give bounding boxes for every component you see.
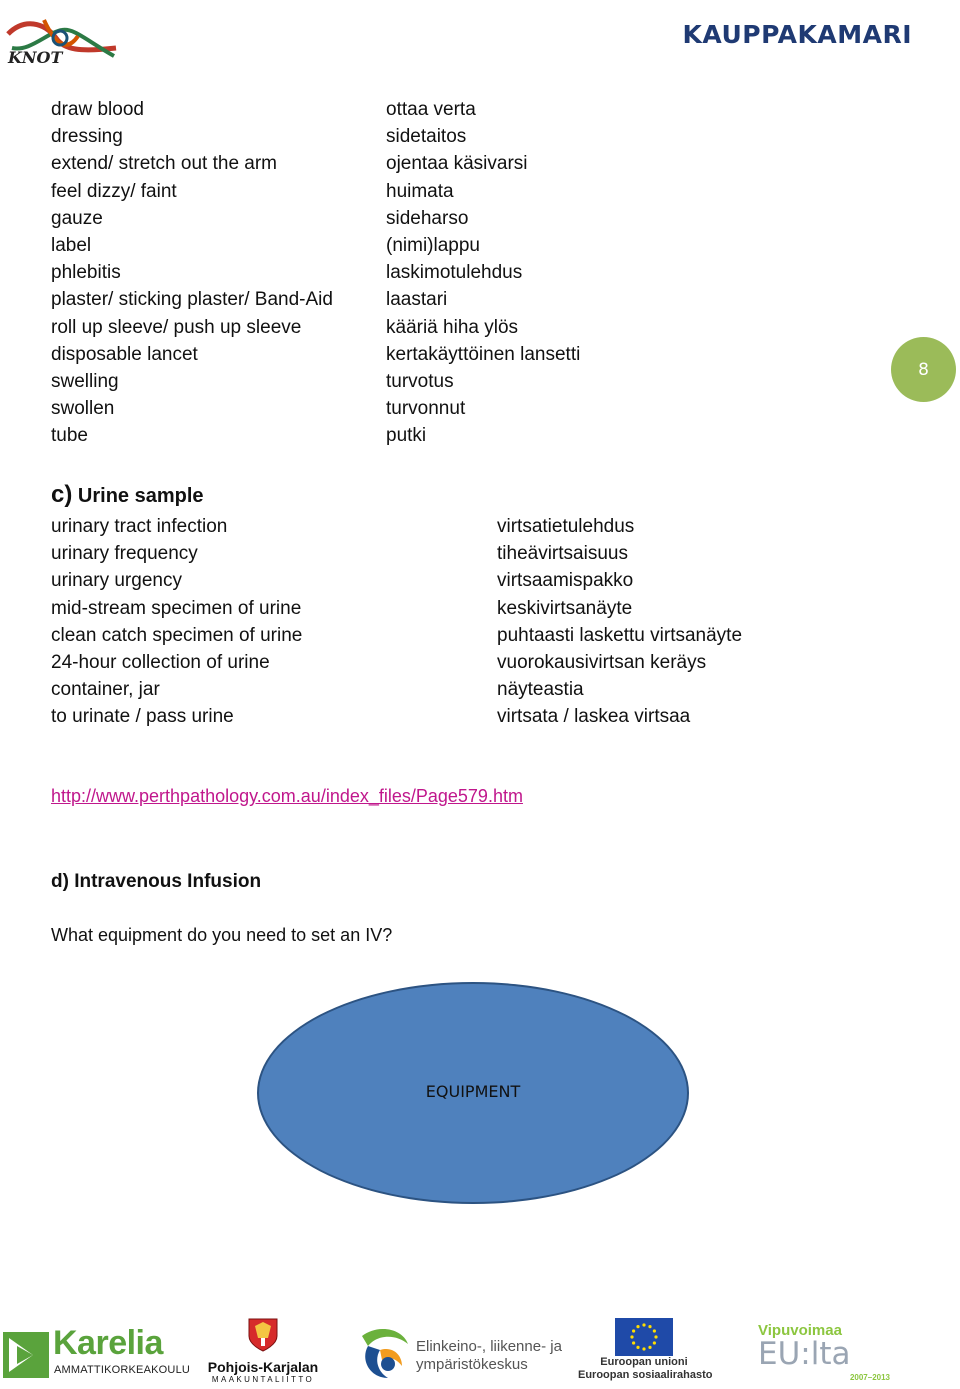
vocab-english-term: roll up sleeve/ push up sleeve [51, 316, 302, 338]
eu-star-icon [632, 1341, 635, 1344]
ely-logo [358, 1324, 573, 1380]
ely-text [416, 1338, 562, 1374]
urine-finnish-term: virtsatietulehdus [497, 516, 635, 537]
urine-english-term: to urinate / pass urine [51, 706, 234, 728]
coat-of-arms-icon [248, 1318, 278, 1352]
urine-english-term: 24-hour collection of urine [51, 652, 270, 674]
iv-question: What equipment do you need to set an IV? [51, 925, 393, 945]
ely-line1: Elinkeino-, liikenne- ja [416, 1338, 562, 1355]
vocab-english-term: tube [51, 425, 88, 447]
ely-swirl-icon [358, 1324, 410, 1380]
vipu-years: 2007–2013 [849, 1373, 890, 1382]
eu-star-icon [648, 1325, 651, 1328]
vocab-finnish-term: turvonnut [386, 398, 466, 420]
eu-star-icon [642, 1323, 645, 1326]
eu-star-icon [632, 1329, 635, 1332]
urine-finnish-term: keskivirtsanäyte [497, 597, 633, 619]
karelia-name: Karelia [53, 1324, 163, 1362]
pk-name: Pohjois-Karjalan [207, 1359, 319, 1375]
vocab-finnish-term: laastari [386, 289, 448, 311]
eu-star-icon [653, 1341, 656, 1344]
vocab-english-term: dressing [51, 126, 123, 148]
urine-finnish-term: vuorokausivirtsan keräys [497, 652, 707, 674]
urine-english-term: urinary frequency [51, 543, 198, 565]
eu-line2: Euroopan sosiaalirahasto [578, 1369, 713, 1381]
urine-english-term: urinary urgency [51, 570, 182, 592]
section-d-title: d) Intravenous Infusion [51, 871, 262, 892]
urine-finnish-term: virtsata / laskea virtsaa [497, 706, 691, 728]
eu-star-icon [642, 1347, 645, 1350]
eu-line1: Euroopan unioni [600, 1356, 688, 1368]
urine-english-list [51, 513, 302, 731]
section-c-title [51, 481, 204, 509]
vocab-english-term: plaster/ sticking plaster/ Band-Aid [51, 289, 333, 311]
vocab-finnish-term: (nimi)lappu [386, 235, 480, 257]
karelia-logo [3, 1324, 191, 1382]
urine-finnish-list [497, 513, 742, 731]
page-number-badge: 8 [891, 337, 956, 402]
vocab-english-term: swelling [51, 371, 119, 393]
equipment-label: EQUIPMENT [425, 1082, 521, 1101]
vocab-finnish-term: kääriä hiha ylös [386, 316, 519, 338]
eu-star-icon [653, 1329, 656, 1332]
vocab-english-term: feel dizzy/ faint [51, 180, 177, 202]
eu-logo [578, 1318, 713, 1384]
eu-star-icon [636, 1346, 639, 1349]
vipu-top: Vipuvoimaa [758, 1322, 842, 1339]
knot-logo-text: KNOT [8, 48, 63, 67]
urine-english-term: container, jar [51, 679, 160, 701]
urine-english-term: clean catch specimen of urine [51, 624, 303, 646]
vocab-finnish-term: huimata [386, 180, 454, 202]
vocab-english-term: phlebitis [51, 262, 121, 284]
vocab-english-term: swollen [51, 398, 115, 420]
perthpathology-link[interactable]: http://www.perthpathology.com.au/index_files/Page579.htm [51, 786, 523, 806]
kauppakamari-logo: KAUPPAKAMARI [682, 20, 912, 49]
urine-finnish-term: tiheävirtsaisuus [497, 543, 628, 565]
vipu-main: EU:lta [758, 1336, 851, 1372]
urine-english-term: mid-stream specimen of urine [51, 597, 302, 619]
eu-star-icon [630, 1335, 633, 1338]
eu-star-icon [654, 1335, 657, 1338]
knot-logo [4, 12, 122, 70]
vocab-finnish-term: sidetaitos [386, 126, 467, 148]
urine-finnish-term: puhtaasti laskettu virtsanäyte [497, 624, 743, 646]
section-c-letter: c) [51, 481, 73, 508]
vocab-finnish-term: sideharso [386, 207, 469, 229]
urine-finnish-term: näyteastia [497, 679, 584, 701]
ely-line2: ympäristökeskus [416, 1356, 528, 1373]
vocab-finnish-term: kertakäyttöinen lansetti [386, 343, 581, 365]
vocab-finnish-term: laskimotulehdus [386, 262, 523, 284]
urine-finnish-term: virtsaamispakko [497, 570, 634, 592]
eu-flag-icon [615, 1318, 673, 1356]
vocab-finnish-term: turvotus [386, 371, 454, 393]
vocab-finnish-term: ojentaa käsivarsi [386, 153, 528, 175]
vocab-finnish-term: ottaa verta [386, 99, 476, 120]
eu-star-icon [648, 1346, 651, 1349]
vocab-finnish-term: putki [386, 425, 427, 447]
karelia-subtitle: AMMATTIKORKEAKOULU [54, 1364, 191, 1376]
vocab-english-term: gauze [51, 207, 103, 229]
section-c-heading: Urine sample [77, 485, 204, 507]
eu-star-icon [636, 1325, 639, 1328]
vocab-english-term: disposable lancet [51, 343, 198, 365]
vocab-english-term: draw blood [51, 99, 144, 120]
pohjois-karjala-logo [203, 1318, 323, 1384]
vocab-english-term: extend/ stretch out the arm [51, 153, 278, 175]
karelia-arrow-icon [3, 1332, 49, 1378]
pk-subtitle: MAAKUNTALIITTO [211, 1375, 315, 1384]
vipuvoimaa-logo [758, 1322, 898, 1382]
vocab-finnish-list [386, 96, 580, 450]
vocab-english-list [51, 96, 333, 450]
urine-english-term: urinary tract infection [51, 516, 228, 537]
vocab-english-term: label [51, 235, 92, 257]
